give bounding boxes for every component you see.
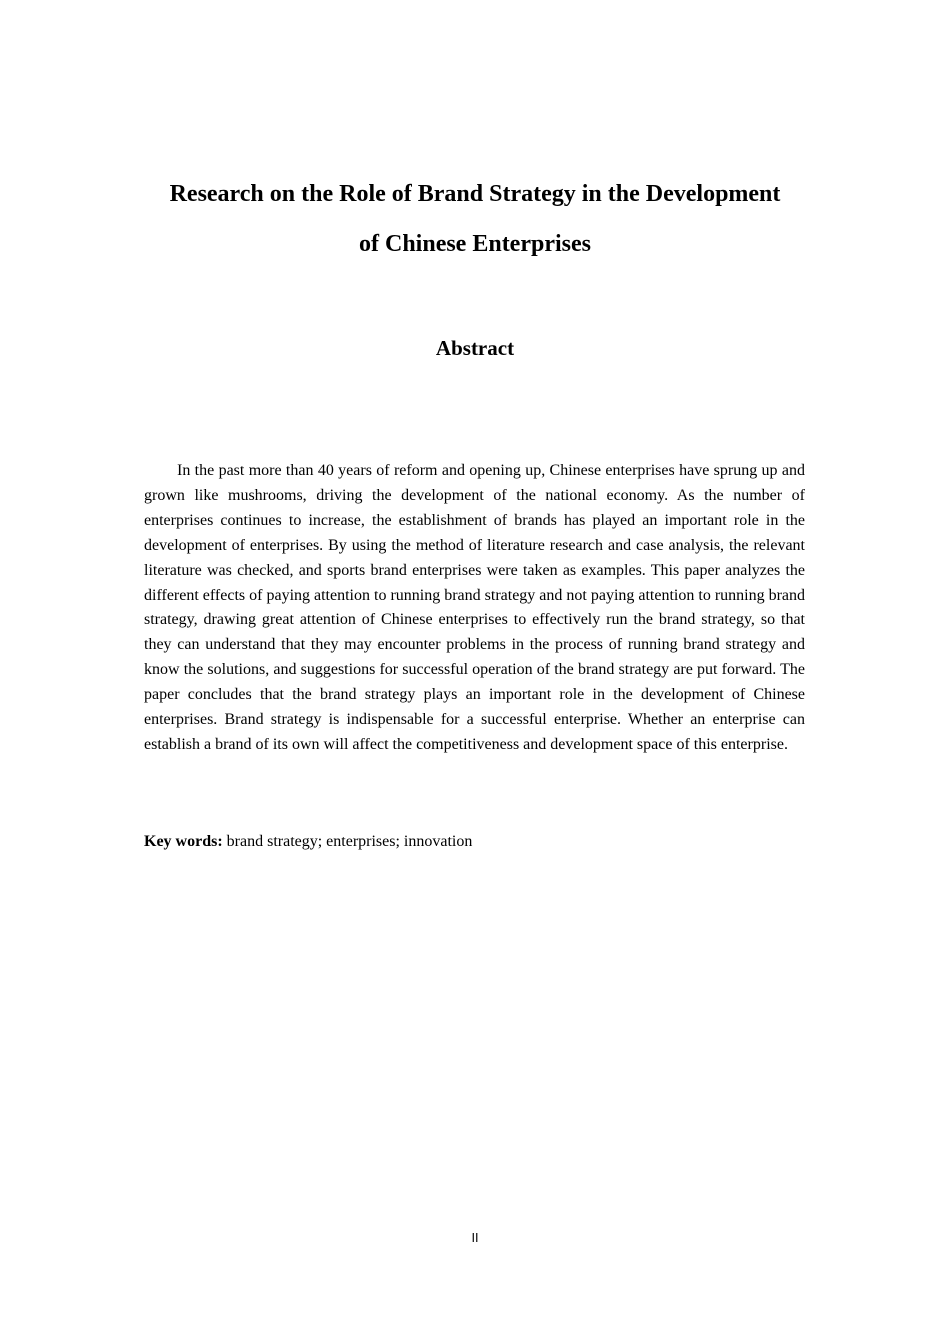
paper-title-line-1: Research on the Role of Brand Strategy in the Development <box>169 181 781 207</box>
keywords-value: brand strategy; enterprises; innovation <box>226 833 473 850</box>
abstract-heading: Abstract <box>435 336 515 360</box>
page-number: II <box>471 1231 479 1245</box>
paper-title-line-2: of Chinese Enterprises <box>359 231 591 257</box>
keywords-line <box>144 830 805 854</box>
abstract-body: In the past more than 40 years of reform and opening up, Chinese enterprises have sprung up and grown like mushrooms, driving the development of the national economy. As the number of enterprises continues to increase, the establishment of brands has played an important role in the development of enterprises. By using the method of literature research and case analysis, the relevant literature was checked, and sports brand enterprises were taken as examples. This paper analyzes the different effects of paying attention to running brand strategy and not paying attention to running brand strategy, drawing great attention of Chinese enterprises to effectively run the brand strategy, so that they can understand that they may encounter problems in the process of running brand strategy and know the solutions, and suggestions for successful operation of the brand strategy are put forward. The paper concludes that the brand strategy plays an important role in the development of Chinese enterprises. Brand strategy is indispensable for a successful enterprise. Whether an enterprise can establish a brand of its own will affect the competitiveness and development space of this enterprise. <box>144 462 806 753</box>
keywords-label: Key words: <box>144 833 223 850</box>
